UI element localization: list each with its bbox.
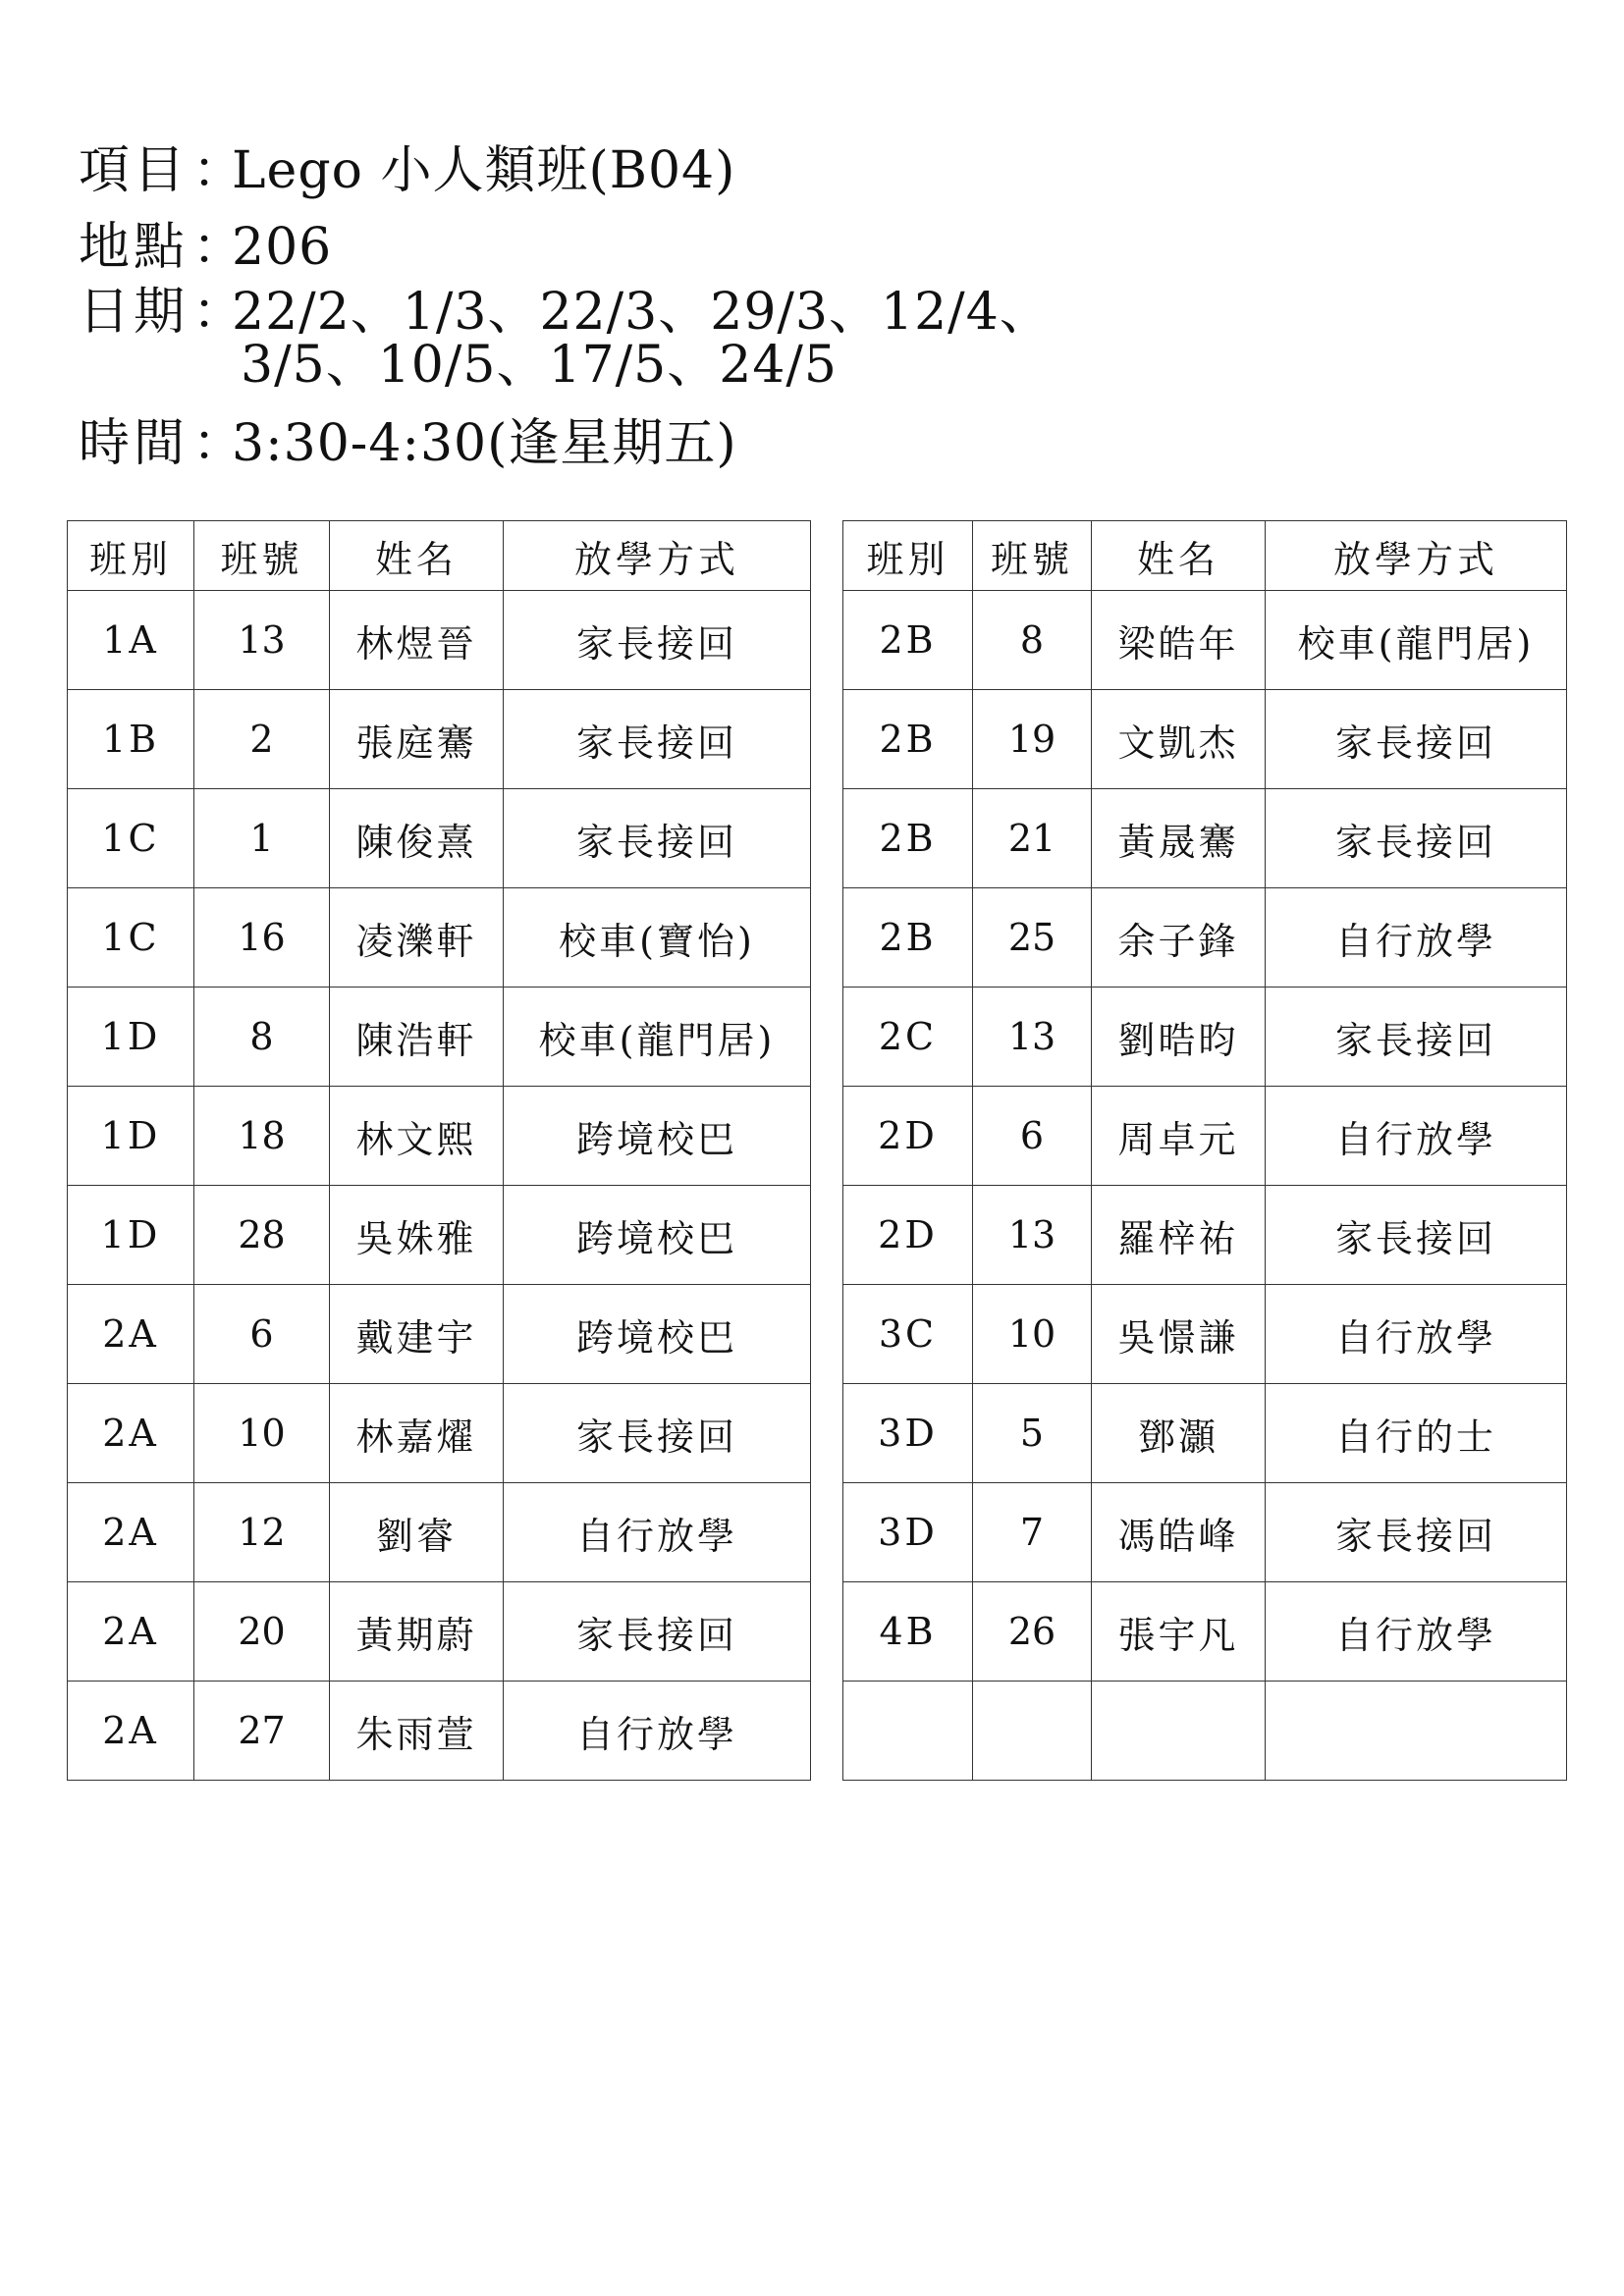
cell-class: 1C bbox=[68, 789, 194, 888]
cell-dismissal-method: 家長接回 bbox=[1266, 988, 1567, 1087]
table-row bbox=[68, 1483, 811, 1582]
cell-number: 8 bbox=[194, 988, 330, 1087]
cell-class: 2A bbox=[68, 1483, 194, 1582]
date-line bbox=[79, 285, 1052, 340]
cell-student-name bbox=[1092, 1682, 1266, 1781]
roster-table-right bbox=[842, 520, 1567, 1781]
header-name: 姓名 bbox=[330, 521, 504, 591]
project-label: 項目 bbox=[79, 141, 189, 200]
cell-class: 3D bbox=[843, 1483, 973, 1582]
cell-class: 2A bbox=[68, 1384, 194, 1483]
cell-student-name: 馮皓峰 bbox=[1092, 1483, 1266, 1582]
cell-number bbox=[973, 1682, 1092, 1781]
cell-student-name: 羅梓祐 bbox=[1092, 1186, 1266, 1285]
cell-student-name: 林文熙 bbox=[330, 1087, 504, 1186]
cell-number: 12 bbox=[194, 1483, 330, 1582]
cell-class: 2A bbox=[68, 1285, 194, 1384]
cell-class: 2A bbox=[68, 1682, 194, 1781]
cell-class: 1D bbox=[68, 988, 194, 1087]
cell-student-name: 梁皓年 bbox=[1092, 591, 1266, 690]
cell-dismissal-method: 家長接回 bbox=[504, 591, 811, 690]
table-row bbox=[68, 591, 811, 690]
cell-student-name: 吳憬謙 bbox=[1092, 1285, 1266, 1384]
cell-student-name: 余子鋒 bbox=[1092, 888, 1266, 988]
table-row bbox=[843, 1483, 1567, 1582]
table-row bbox=[843, 690, 1567, 789]
header-number: 班號 bbox=[973, 521, 1092, 591]
cell-dismissal-method: 自行放學 bbox=[1266, 888, 1567, 988]
cell-student-name: 周卓元 bbox=[1092, 1087, 1266, 1186]
cell-dismissal-method: 跨境校巴 bbox=[504, 1186, 811, 1285]
header-class: 班別 bbox=[68, 521, 194, 591]
table-row bbox=[68, 988, 811, 1087]
time-value: 3:30-4:30(逢星期五) bbox=[232, 414, 737, 473]
date-label: 日期 bbox=[79, 283, 189, 342]
location-value: 206 bbox=[232, 218, 333, 277]
cell-dismissal-method: 家長接回 bbox=[504, 789, 811, 888]
cell-class: 2C bbox=[843, 988, 973, 1087]
project-colon: ： bbox=[192, 141, 248, 200]
cell-class: 2B bbox=[843, 888, 973, 988]
table-header-row bbox=[843, 521, 1567, 591]
cell-dismissal-method: 自行放學 bbox=[1266, 1285, 1567, 1384]
header-number: 班號 bbox=[194, 521, 330, 591]
project-line bbox=[79, 143, 735, 198]
time-line bbox=[79, 416, 737, 471]
cell-student-name: 張庭騫 bbox=[330, 690, 504, 789]
cell-dismissal-method: 校車(龍門居) bbox=[504, 988, 811, 1087]
table-row bbox=[843, 591, 1567, 690]
cell-number: 7 bbox=[973, 1483, 1092, 1582]
cell-number: 20 bbox=[194, 1582, 330, 1682]
table-row bbox=[68, 1384, 811, 1483]
cell-dismissal-method: 自行的士 bbox=[1266, 1384, 1567, 1483]
cell-number: 18 bbox=[194, 1087, 330, 1186]
table-row bbox=[843, 988, 1567, 1087]
cell-number: 19 bbox=[973, 690, 1092, 789]
cell-class: 3C bbox=[843, 1285, 973, 1384]
table-row bbox=[843, 789, 1567, 888]
cell-student-name: 凌濼軒 bbox=[330, 888, 504, 988]
table-row bbox=[843, 1285, 1567, 1384]
cell-dismissal-method: 校車(龍門居) bbox=[1266, 591, 1567, 690]
cell-dismissal-method: 自行放學 bbox=[1266, 1087, 1567, 1186]
cell-class: 2D bbox=[843, 1186, 973, 1285]
cell-number: 5 bbox=[973, 1384, 1092, 1483]
table-header-row bbox=[68, 521, 811, 591]
cell-dismissal-method: 自行放學 bbox=[504, 1483, 811, 1582]
date-value-line2: 3/5、10/5、17/5、24/5 bbox=[241, 336, 839, 395]
cell-student-name: 陳浩軒 bbox=[330, 988, 504, 1087]
cell-student-name: 張宇凡 bbox=[1092, 1582, 1266, 1682]
cell-class: 2D bbox=[843, 1087, 973, 1186]
table-row bbox=[68, 1285, 811, 1384]
cell-number: 13 bbox=[973, 988, 1092, 1087]
cell-number: 10 bbox=[194, 1384, 330, 1483]
cell-number: 21 bbox=[973, 789, 1092, 888]
cell-number: 13 bbox=[973, 1186, 1092, 1285]
cell-student-name: 文凱杰 bbox=[1092, 690, 1266, 789]
cell-dismissal-method: 校車(寶怡) bbox=[504, 888, 811, 988]
cell-number: 27 bbox=[194, 1682, 330, 1781]
cell-student-name: 林嘉燿 bbox=[330, 1384, 504, 1483]
table-row bbox=[68, 1682, 811, 1781]
table-row bbox=[843, 888, 1567, 988]
table-row bbox=[843, 1682, 1567, 1781]
cell-dismissal-method: 家長接回 bbox=[1266, 690, 1567, 789]
cell-number: 16 bbox=[194, 888, 330, 988]
cell-student-name: 鄧灝 bbox=[1092, 1384, 1266, 1483]
table-row bbox=[68, 690, 811, 789]
cell-class: 2A bbox=[68, 1582, 194, 1682]
location-label: 地點 bbox=[79, 218, 189, 277]
cell-dismissal-method bbox=[1266, 1682, 1567, 1781]
cell-class: 1A bbox=[68, 591, 194, 690]
header-dismissal: 放學方式 bbox=[504, 521, 811, 591]
table-row bbox=[843, 1384, 1567, 1483]
cell-dismissal-method: 自行放學 bbox=[504, 1682, 811, 1781]
time-colon: ： bbox=[192, 414, 248, 473]
table-row bbox=[843, 1087, 1567, 1186]
cell-dismissal-method: 自行放學 bbox=[1266, 1582, 1567, 1682]
date-value-line1: 22/2、1/3、22/3、29/3、12/4、 bbox=[232, 283, 1052, 342]
table-row bbox=[68, 1582, 811, 1682]
project-value: Lego 小人類班(B04) bbox=[232, 141, 736, 200]
cell-dismissal-method: 跨境校巴 bbox=[504, 1285, 811, 1384]
header-class: 班別 bbox=[843, 521, 973, 591]
cell-dismissal-method: 家長接回 bbox=[1266, 1186, 1567, 1285]
date-colon: ： bbox=[192, 283, 248, 342]
cell-number: 2 bbox=[194, 690, 330, 789]
cell-class: 1D bbox=[68, 1087, 194, 1186]
table-row bbox=[843, 1186, 1567, 1285]
cell-student-name: 黃期蔚 bbox=[330, 1582, 504, 1682]
cell-number: 1 bbox=[194, 789, 330, 888]
cell-class: 2B bbox=[843, 690, 973, 789]
cell-number: 28 bbox=[194, 1186, 330, 1285]
roster-table-left bbox=[67, 520, 811, 1781]
location-colon: ： bbox=[192, 218, 248, 277]
table-row bbox=[68, 1087, 811, 1186]
header-name: 姓名 bbox=[1092, 521, 1266, 591]
cell-dismissal-method: 家長接回 bbox=[504, 1582, 811, 1682]
cell-student-name: 朱雨萱 bbox=[330, 1682, 504, 1781]
cell-dismissal-method: 家長接回 bbox=[1266, 789, 1567, 888]
cell-dismissal-method: 家長接回 bbox=[504, 690, 811, 789]
cell-student-name: 林煜晉 bbox=[330, 591, 504, 690]
cell-student-name: 黃晟騫 bbox=[1092, 789, 1266, 888]
cell-student-name: 陳俊熹 bbox=[330, 789, 504, 888]
time-label: 時間 bbox=[79, 414, 189, 473]
table-row bbox=[68, 1186, 811, 1285]
cell-student-name: 戴建宇 bbox=[330, 1285, 504, 1384]
cell-class: 1B bbox=[68, 690, 194, 789]
location-line bbox=[79, 220, 332, 275]
cell-number: 8 bbox=[973, 591, 1092, 690]
header-dismissal: 放學方式 bbox=[1266, 521, 1567, 591]
cell-number: 6 bbox=[973, 1087, 1092, 1186]
cell-number: 25 bbox=[973, 888, 1092, 988]
cell-dismissal-method: 家長接回 bbox=[1266, 1483, 1567, 1582]
cell-number: 6 bbox=[194, 1285, 330, 1384]
cell-student-name: 劉睿 bbox=[330, 1483, 504, 1582]
cell-dismissal-method: 家長接回 bbox=[504, 1384, 811, 1483]
cell-class: 1C bbox=[68, 888, 194, 988]
cell-class: 3D bbox=[843, 1384, 973, 1483]
cell-class: 2B bbox=[843, 591, 973, 690]
cell-class: 4B bbox=[843, 1582, 973, 1682]
cell-class: 2B bbox=[843, 789, 973, 888]
cell-class: 1D bbox=[68, 1186, 194, 1285]
cell-student-name: 劉晧昀 bbox=[1092, 988, 1266, 1087]
cell-class bbox=[843, 1682, 973, 1781]
cell-dismissal-method: 跨境校巴 bbox=[504, 1087, 811, 1186]
table-row bbox=[843, 1582, 1567, 1682]
cell-number: 10 bbox=[973, 1285, 1092, 1384]
table-row bbox=[68, 789, 811, 888]
cell-student-name: 吳姝雅 bbox=[330, 1186, 504, 1285]
cell-number: 26 bbox=[973, 1582, 1092, 1682]
cell-number: 13 bbox=[194, 591, 330, 690]
table-row bbox=[68, 888, 811, 988]
